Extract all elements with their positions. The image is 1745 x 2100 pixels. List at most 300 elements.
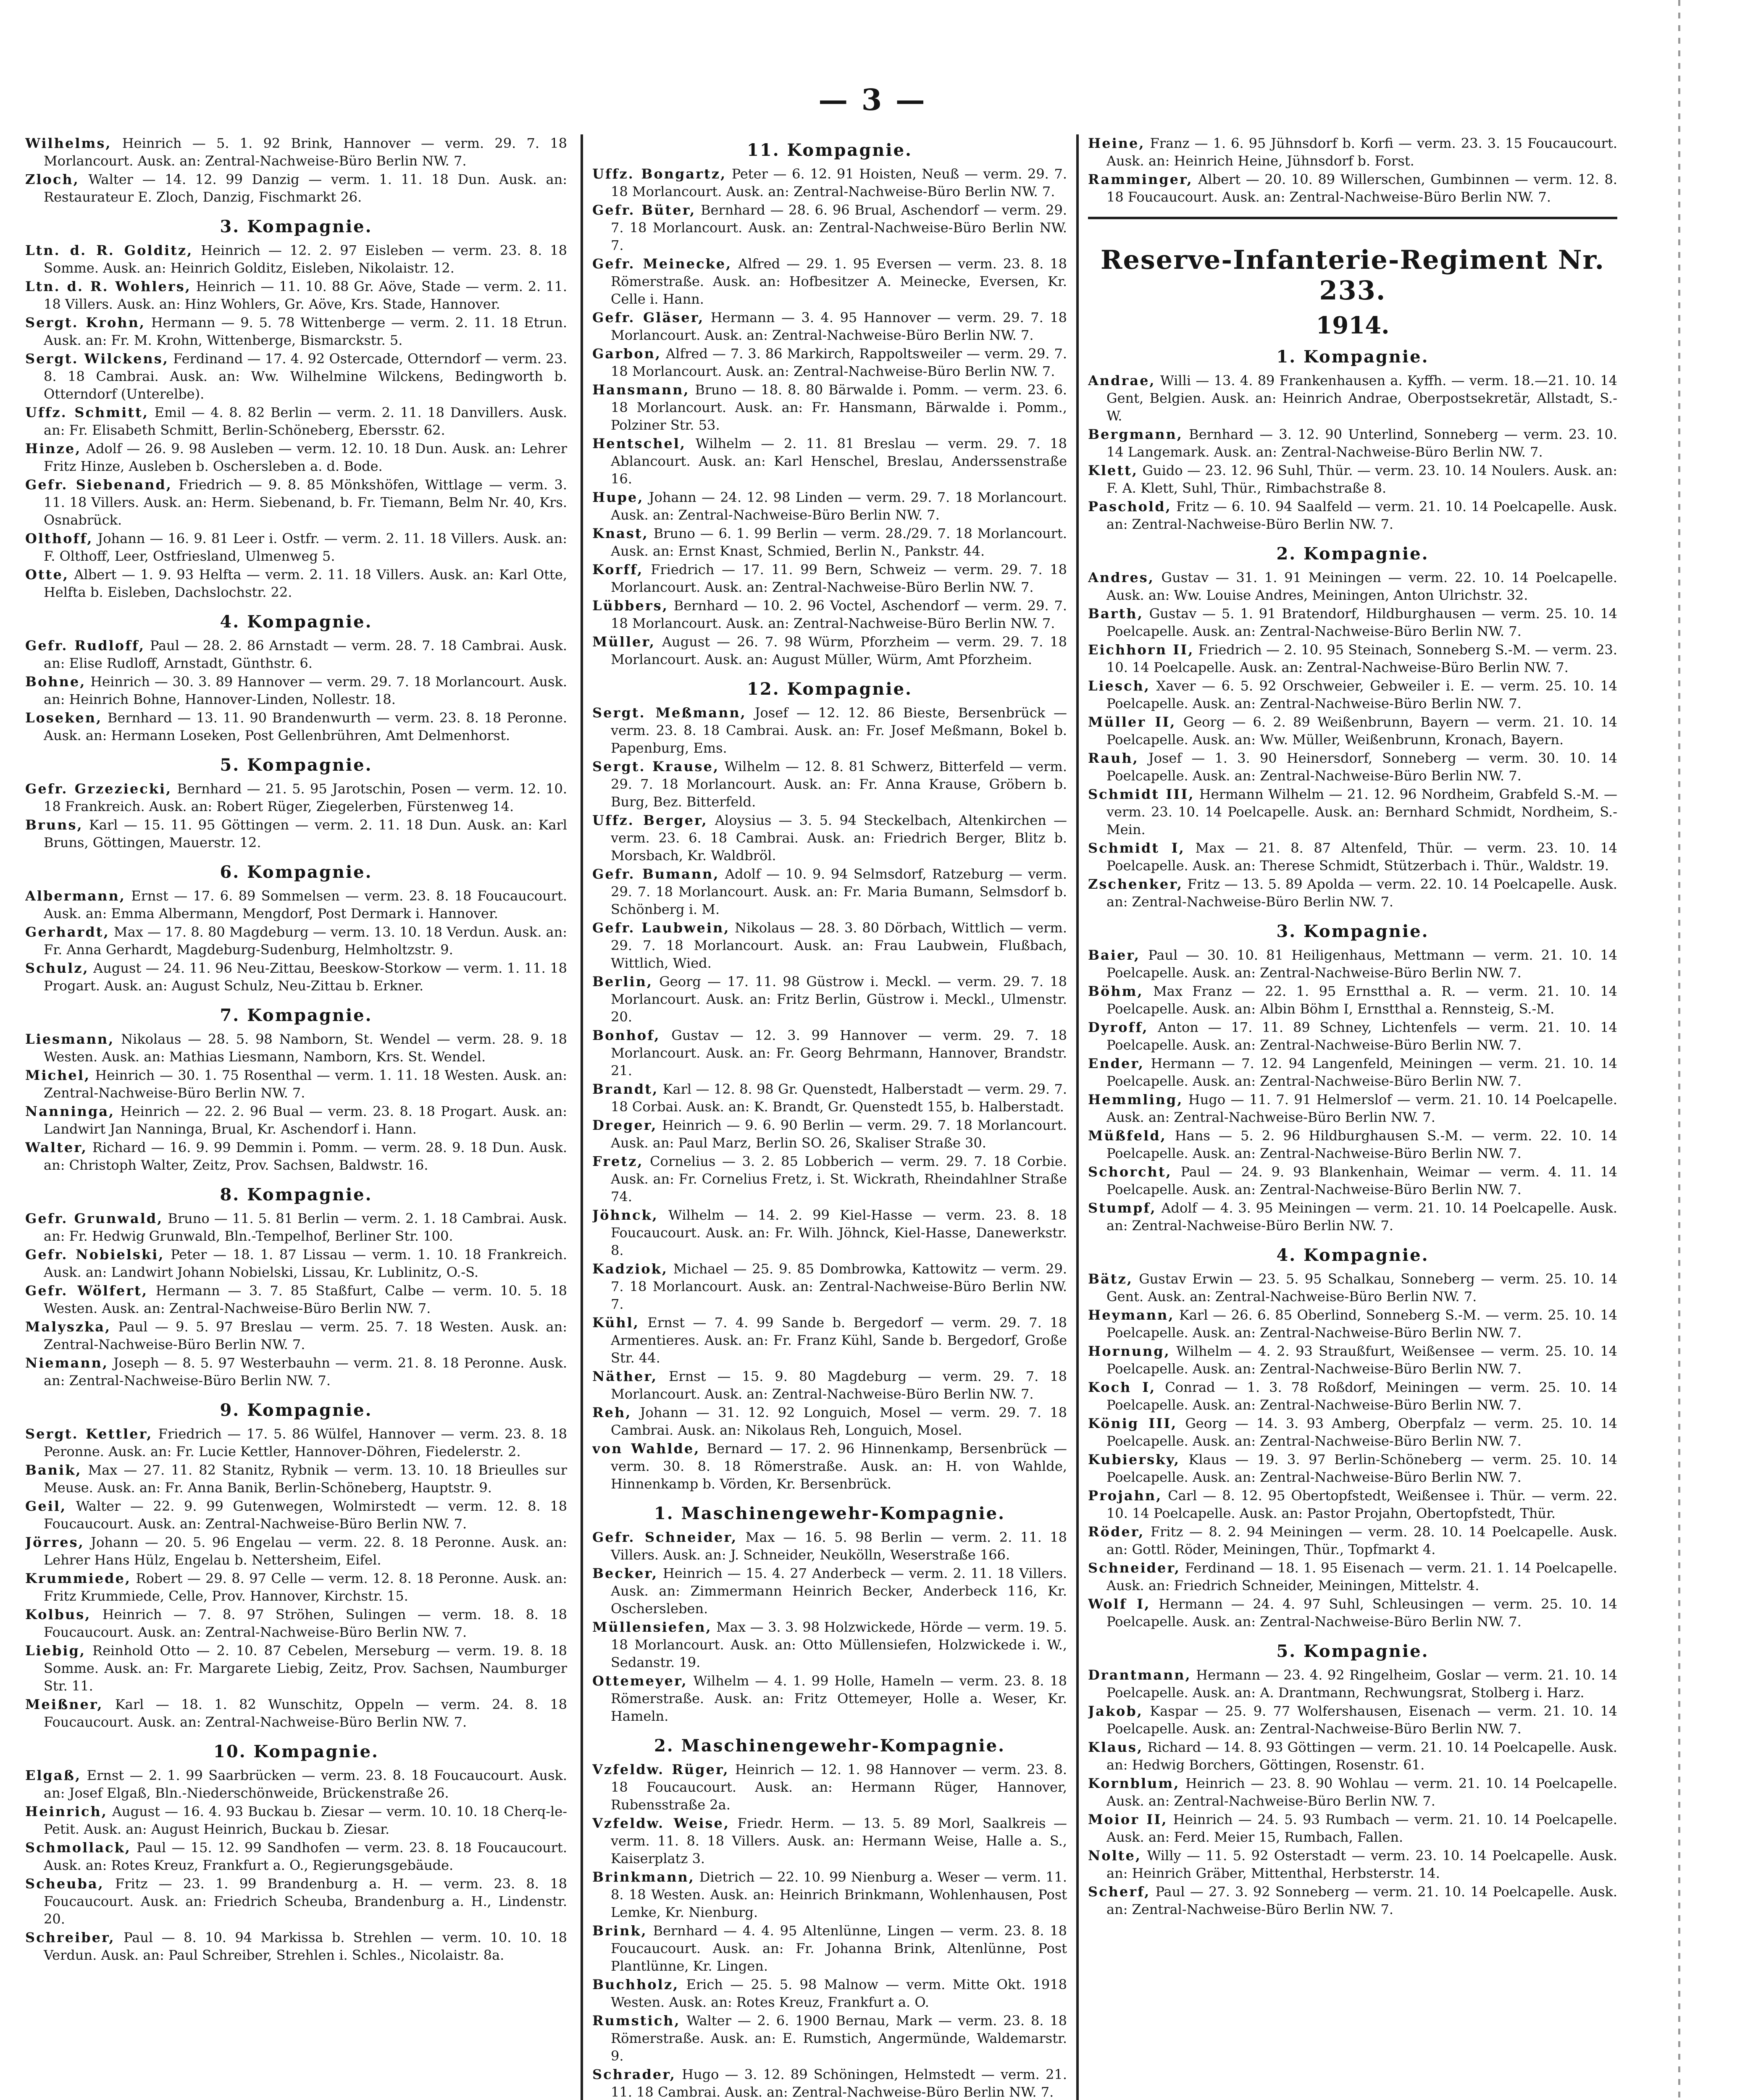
entry-text: Paul — 15. 12. 99 Sandhofen — verm. 23. 8. 18 Foucaucourt. Ausk. an: Rotes Kreuz, Frankfurt a. O., Regierungsgebäude.: [44, 1840, 567, 1873]
entry-text: Reinhold Otto — 2. 10. 87 Cebelen, Merseburg — verm. 19. 8. 18 Somme. Ausk. an: Fr. Margarete Liebig, Zeitz, Prov. Sachsen, Naumburger Str. 11.: [44, 1643, 567, 1694]
list-item: [592, 2012, 1067, 2065]
entry-text: Kaspar — 25. 9. 77 Wolfershausen, Eisenach — verm. 21. 10. 14 Poelcapelle. Ausk. an: Zentral-Nachweise-Büro Berlin NW. 7.: [1106, 1703, 1617, 1737]
entry-name: Eichhorn II,: [1088, 642, 1194, 658]
list-item: [592, 1976, 1067, 2011]
entry-text: Max — 21. 8. 87 Altenfeld, Thür. — verm. 23. 10. 14 Poelcapelle. Ausk. an: Therese Schmidt, Stützerbach i. Thür., Waldstr. 19.: [1106, 840, 1617, 874]
list-item: [25, 1425, 567, 1460]
entry-text: Heinrich — 30. 3. 89 Hannover — verm. 29. 7. 18 Morlancourt. Ausk. an: Heinrich Bohne, Hannover-Linden, Nollestr. 18.: [44, 674, 567, 707]
entry-name: Ottemeyer,: [592, 1673, 688, 1689]
entry-text: Bruno — 18. 8. 80 Bärwalde i. Pomm. — verm. 23. 6. 18 Morlancourt. Ausk. an: Fr. Hansmann, Bärwalde i. Pomm., Polziner Str. 53.: [611, 382, 1067, 433]
list-item: [592, 1314, 1067, 1367]
entry-text: Michael — 25. 9. 85 Dombrowka, Kattowitz — verm. 29. 7. 18 Morlancourt. Ausk. an: Zentral-Nachweise-Büro Berlin NW. 7.: [611, 1261, 1067, 1312]
list-item: [25, 1318, 567, 1353]
entry-name: Vzfeldw. Rüger,: [592, 1761, 729, 1777]
entry-name: Bonhof,: [592, 1027, 660, 1043]
entry-text: Adolf — 4. 3. 95 Meiningen — verm. 21. 10. 14 Poelcapelle. Ausk. an: Zentral-Nachweise-Büro Berlin NW. 7.: [1106, 1200, 1617, 1234]
company-title: 3. Kompagnie.: [1276, 921, 1429, 941]
entry-text: Johann — 20. 5. 96 Engelau — verm. 22. 8. 18 Peronne. Ausk. an: Lehrer Hans Hülz, Engelau b. Nettersheim, Eifel.: [44, 1534, 567, 1568]
list-item: [25, 959, 567, 995]
entry-name: Gefr. Siebenand,: [25, 477, 172, 493]
list-item: [592, 919, 1067, 972]
entry-name: Liesch,: [1088, 678, 1150, 694]
entry-text: Fritz — 6. 10. 94 Saalfeld — verm. 21. 10. 14 Poelcapelle. Ausk. an: Zentral-Nachweise-Büro Berlin NW. 7.: [1106, 499, 1617, 532]
entry-text: Peter — 6. 12. 91 Hoisten, Neuß — verm. 29. 7. 18 Morlancourt. Ausk. an: Zentral-Nachweise-Büro Berlin NW. 7.: [611, 166, 1067, 200]
list-item: [592, 345, 1067, 380]
entry-name: Knast,: [592, 525, 649, 541]
list-item: [592, 1404, 1067, 1439]
list-item: [592, 1116, 1067, 1152]
entry-text: Wilhelm — 14. 2. 99 Kiel-Hasse — verm. 23. 8. 18 Foucaucourt. Ausk. an: Fr. Wilh. Jöhnck, Kiel-Hasse, Danewerkstr. 8.: [611, 1207, 1067, 1258]
company-title: 11. Kompagnie.: [747, 140, 912, 160]
list-item: [1088, 785, 1617, 838]
entry-text: Emil — 4. 8. 82 Berlin — verm. 2. 11. 18 Danvillers. Ausk. an: Fr. Elisabeth Schmitt, Berlin-Schöneberg, Ebersstr. 62.: [44, 404, 567, 438]
company-section: [1088, 1245, 1617, 1630]
entry-name: Loseken,: [25, 710, 102, 726]
list-item: [592, 865, 1067, 918]
entry-list: [1088, 134, 1617, 206]
list-item: [1088, 1487, 1617, 1522]
entry-name: Schrader,: [592, 2066, 676, 2082]
company-title: 5. Kompagnie.: [220, 755, 373, 775]
entry-text: Max Franz — 22. 1. 95 Ernstthal a. R. — verm. 21. 10. 14 Poelcapelle. Ausk. an: Albin Böhm I, Ernstthal a. Rennsteig, S.-M.: [1106, 983, 1617, 1017]
entry-name: Hupe,: [592, 489, 644, 505]
entry-name: Ender,: [1088, 1055, 1145, 1071]
entry-name: Kadziok,: [592, 1261, 668, 1277]
list-item: [1088, 1199, 1617, 1234]
entry-name: Projahn,: [1088, 1488, 1162, 1504]
entry-name: Rauh,: [1088, 750, 1139, 766]
regiment-heading: [1088, 217, 1617, 339]
entry-name: Schmollack,: [25, 1840, 131, 1856]
entry-name: Uffz. Schmitt,: [25, 404, 149, 420]
entry-name: Röder,: [1088, 1524, 1145, 1540]
list-item: [1088, 982, 1617, 1018]
entry-name: Geil,: [25, 1498, 67, 1514]
entry-text: Friedrich — 2. 10. 95 Steinach, Sonneberg S.-M. — verm. 23. 10. 14 Poelcapelle. Ausk. an: Zentral-Nachweise-Büro Berlin NW. 7.: [1106, 642, 1617, 675]
entry-text: Fritz — 23. 1. 99 Brandenburg a. H. — verm. 23. 8. 18 Foucaucourt. Ausk. an: Friedrich Scheuba, Brandenburg a. H., Lindenstr. 20.: [44, 1876, 567, 1927]
entry-text: Albert — 1. 9. 93 Helfta — verm. 2. 11. 18 Villers. Ausk. an: Karl Otte, Helfta b. Eisleben, Dachslochstr. 22.: [44, 567, 567, 600]
list-item: [25, 1875, 567, 1928]
entry-text: Karl — 15. 11. 95 Göttingen — verm. 2. 11. 18 Dun. Ausk. an: Karl Bruns, Göttingen, Mauerstr. 12.: [44, 817, 567, 850]
list-item: [25, 1839, 567, 1874]
entry-name: Reh,: [592, 1404, 632, 1420]
company-section: [1088, 921, 1617, 1234]
entry-name: Heinrich,: [25, 1803, 108, 1819]
entry-text: Aloysius — 3. 5. 94 Steckelbach, Altenkirchen — verm. 23. 6. 18 Cambrai. Ausk. an: Friedrich Berger, Blitz b. Morsbach, Kr. Waldbröl.: [611, 812, 1067, 864]
entry-name: Jakob,: [1088, 1703, 1143, 1719]
entry-name: Michel,: [25, 1067, 90, 1083]
entry-name: Müller II,: [1088, 714, 1176, 730]
entry-text: Bernhard — 4. 4. 95 Altenlünne, Lingen — verm. 23. 8. 18 Foucaucourt. Ausk. an: Fr. Johanna Brink, Altenlünne, Post Plantlünne, Kr. Lingen.: [611, 1923, 1067, 1974]
entry-name: Gefr. Grzeziecki,: [25, 781, 172, 797]
entry-name: Dreger,: [592, 1117, 657, 1133]
entry-name: Sergt. Krohn,: [25, 315, 146, 331]
entry-text: Heinrich — 30. 1. 75 Rosenthal — verm. 1. 11. 18 Westen. Ausk. an: Zentral-Nachweise-Büro Berlin NW. 7.: [44, 1067, 567, 1101]
list-item: [25, 673, 567, 708]
entry-text: Ernst — 7. 4. 99 Sande b. Bergedorf — verm. 29. 7. 18 Armentieres. Ausk. an: Fr. Franz Kühl, Sande b. Bergedorf, Große Str. 44.: [611, 1315, 1067, 1366]
list-item: [1088, 1666, 1617, 1701]
entry-name: Brandt,: [592, 1081, 659, 1097]
entry-text: Hermann — 7. 12. 94 Langenfeld, Meiningen — verm. 21. 10. 14 Poelcapelle. Ausk. an: Zentral-Nachweise-Büro Berlin NW. 7.: [1106, 1055, 1617, 1089]
list-item: [592, 1206, 1067, 1259]
list-item: [25, 887, 567, 922]
entry-name: Wolf I,: [1088, 1596, 1151, 1612]
entry-name: Rumstich,: [592, 2013, 681, 2029]
entry-text: Johann — 16. 9. 81 Leer i. Ostfr. — verm. 2. 11. 18 Villers. Ausk. an: F. Olthoff, Leer, Ostfriesland, Ulmenweg 5.: [44, 530, 567, 564]
list-item: [592, 309, 1067, 344]
entry-name: Moior II,: [1088, 1811, 1168, 1827]
list-item: [25, 278, 567, 313]
list-item: [592, 1152, 1067, 1205]
list-item: [25, 242, 567, 277]
entry-text: Ernst — 17. 6. 89 Sommelsen — verm. 23. 8. 18 Foucaucourt. Ausk. an: Emma Albermann, Mengdorf, Post Dermark i. Hannover.: [44, 888, 567, 921]
list-item: [1088, 134, 1617, 170]
entry-name: Klett,: [1088, 462, 1138, 478]
entry-name: Zschenker,: [1088, 876, 1183, 892]
entry-list: [592, 1528, 1067, 1725]
entry-text: Heinrich — 12. 2. 97 Eisleben — verm. 23. 8. 18 Somme. Ausk. an: Heinrich Golditz, Eisleben, Nikolaistr. 12.: [44, 242, 567, 276]
entry-text: Johann — 24. 12. 98 Linden — verm. 29. 7. 18 Morlancourt. Ausk. an: Zentral-Nachweise-Büro Berlin NW. 7.: [611, 489, 1067, 523]
entry-name: Walter,: [25, 1139, 87, 1155]
entry-text: Ferdinand — 18. 1. 95 Eisenach — verm. 21. 1. 14 Poelcapelle. Ausk. an: Friedrich Schneider, Meiningen, Mittelstr. 4.: [1106, 1560, 1617, 1593]
entry-name: Kolbus,: [25, 1606, 91, 1622]
entry-name: Gefr. Nobielski,: [25, 1247, 165, 1263]
list-item: [25, 1533, 567, 1569]
entry-text: Heinrich — 9. 6. 90 Berlin — verm. 29. 7. 18 Morlancourt. Ausk. an: Paul Marz, Berlin SO. 26, Skaliser Straße 30.: [611, 1117, 1067, 1151]
entry-name: Kornblum,: [1088, 1775, 1180, 1791]
list-item: [1088, 1811, 1617, 1846]
column-divider: [581, 134, 583, 2100]
entry-name: Scherf,: [1088, 1884, 1151, 1900]
entry-text: Dietrich — 22. 10. 99 Nienburg a. Weser — verm. 11. 8. 18 Westen. Ausk. an: Heinrich Brinkmann, Wohlenhausen, Post Lemke, Kr. Nienburg.: [611, 1869, 1067, 1920]
entry-text: Friedr. Herm. — 13. 5. 89 Morl, Saalkreis — verm. 11. 8. 18 Villers. Ausk. an: Hermann Weise, Halle a. S., Kaiserplatz 3.: [611, 1815, 1067, 1866]
list-item: [1088, 1774, 1617, 1810]
entry-text: Max — 17. 8. 80 Magdeburg — verm. 13. 10. 18 Verdun. Ausk. an: Fr. Anna Gerhardt, Magdeburg-Sudenburg, Helmholtzstr. 9.: [44, 924, 567, 958]
entry-text: Anton — 17. 11. 89 Schney, Lichtenfels — verm. 21. 10. 14 Poelcapelle. Ausk. an: Zentral-Nachweise-Büro Berlin NW. 7.: [1106, 1019, 1617, 1053]
entry-text: Nikolaus — 28. 5. 98 Namborn, St. Wendel — verm. 28. 9. 18 Westen. Ausk. an: Mathias Liesmann, Namborn, Krs. St. Wendel.: [44, 1031, 567, 1065]
list-item: [25, 1102, 567, 1138]
list-item: [25, 637, 567, 672]
list-item: [592, 201, 1067, 254]
entry-text: Heinrich — 22. 2. 96 Bual — verm. 23. 8. 18 Progart. Ausk. an: Landwirt Jan Nanninga, Brual, Kr. Aschendorf i. Hann.: [44, 1103, 567, 1137]
entry-name: Schulz,: [25, 960, 89, 976]
entry-name: Becker,: [592, 1565, 658, 1581]
list-item: [25, 1461, 567, 1496]
entry-name: Sergt. Wilckens,: [25, 351, 169, 367]
entry-text: Klaus — 19. 3. 97 Berlin-Schöneberg — verm. 25. 10. 14 Poelcapelle. Ausk. an: Zentral-Nachweise-Büro Berlin NW. 7.: [1106, 1452, 1617, 1485]
list-item: [25, 1139, 567, 1174]
entry-name: Schmidt I,: [1088, 840, 1185, 856]
list-item: [592, 973, 1067, 1026]
company-section: [25, 1400, 567, 1731]
entry-list: [25, 134, 567, 206]
list-item: [25, 1642, 567, 1695]
list-item: [1088, 1559, 1617, 1594]
entry-text: Albert — 20. 10. 89 Willerschen, Gumbinnen — verm. 12. 8. 18 Foucaucourt. Ausk. an: Zentral-Nachweise-Büro Berlin NW. 7.: [1106, 171, 1617, 205]
entry-text: Hugo — 11. 7. 91 Helmerslof — verm. 21. 10. 14 Poelcapelle. Ausk. an: Zentral-Nachweise-Büro Berlin NW. 7.: [1106, 1092, 1617, 1125]
entry-name: Klaus,: [1088, 1739, 1143, 1755]
entry-text: Heinrich — 11. 10. 88 Gr. Aöve, Stade — verm. 2. 11. 18 Villers. Ausk. an: Hinz Wohlers, Gr. Aöve, Krs. Stade, Hannover.: [44, 278, 567, 312]
entry-name: Hinze,: [25, 441, 81, 457]
entry-list: [1088, 372, 1617, 533]
entry-text: Bruno — 11. 5. 81 Berlin — verm. 2. 1. 18 Cambrai. Ausk. an: Fr. Hedwig Grunwald, Bln.-Tempelhof, Berliner Str. 100.: [44, 1210, 567, 1244]
entry-text: Nikolaus — 28. 3. 80 Dörbach, Wittlich — verm. 29. 7. 18 Morlancourt. Ausk. an: Frau Laubwein, Flußbach, Wittlich, Wied.: [611, 920, 1067, 971]
list-item: [592, 165, 1067, 200]
entry-name: Ramminger,: [1088, 171, 1193, 187]
entry-name: Niemann,: [25, 1355, 109, 1371]
entry-name: Banik,: [25, 1462, 82, 1478]
entry-text: Gustav — 31. 1. 91 Meiningen — verm. 22. 10. 14 Poelcapelle. Ausk. an: Ww. Louise Andres, Meiningen, Anton Ulrichstr. 32.: [1106, 570, 1617, 603]
list-item: [1088, 569, 1617, 604]
list-item: [25, 530, 567, 565]
entry-text: Hugo — 3. 12. 89 Schöningen, Helmstedt — verm. 21. 11. 18 Cambrai. Ausk. an: Zentral-Nachweise-Büro Berlin NW. 7.: [611, 2066, 1067, 2100]
entry-text: Alfred — 29. 1. 95 Eversen — verm. 23. 8. 18 Römerstraße. Ausk. an: Hofbesitzer A. Meinecke, Eversen, Kr. Celle i. Hann.: [611, 256, 1067, 307]
company-title: 1. Kompagnie.: [1276, 347, 1429, 367]
entry-text: Josef — 12. 12. 86 Bieste, Bersenbrück — verm. 23. 8. 18 Cambrai. Ausk. an: Fr. Josef Meßmann, Bokel b. Papenburg, Ems.: [611, 705, 1067, 756]
entry-list: [1088, 1270, 1617, 1630]
list-item: [592, 1868, 1067, 1921]
entry-list: [25, 637, 567, 744]
entry-name: Stumpf,: [1088, 1200, 1156, 1216]
entry-text: Gustav Erwin — 23. 5. 95 Schalkau, Sonneberg — verm. 25. 10. 14 Gent. Ausk. an: Zentral-Nachweise-Büro Berlin NW. 7.: [1106, 1271, 1617, 1305]
entry-name: Gefr. Gläser,: [592, 310, 704, 326]
entry-list: [25, 1425, 567, 1731]
list-item: [25, 1282, 567, 1317]
entry-text: Richard — 16. 9. 99 Demmin i. Pomm. — verm. 28. 9. 18 Dun. Ausk. an: Christoph Walter, Zeitz, Prov. Sachsen, Baldwstr. 16.: [44, 1139, 567, 1173]
list-item: [592, 1368, 1067, 1403]
list-item: [25, 1210, 567, 1245]
entry-text: Paul — 9. 5. 97 Breslau — verm. 25. 7. 18 Westen. Ausk. an: Zentral-Nachweise-Büro Berlin NW. 7.: [44, 1319, 567, 1352]
company-section: [592, 140, 1067, 668]
entry-text: Heinrich — 15. 4. 27 Anderbeck — verm. 2. 11. 18 Villers. Ausk. an: Zimmermann Heinrich Becker, Anderbeck 116, Kr. Oschersleben.: [611, 1565, 1067, 1617]
entry-name: Näther,: [592, 1368, 658, 1384]
entry-text: Bernhard — 21. 5. 95 Jarotschin, Posen — verm. 12. 10. 18 Frankreich. Ausk. an: Robert Rüger, Ziegelerben, Fürstenweg 14.: [44, 781, 567, 814]
entry-text: Bruno — 6. 1. 99 Berlin — verm. 28./29. 7. 18 Morlancourt. Ausk. an: Ernst Knast, Schmied, Berlin N., Pankstr. 44.: [611, 525, 1067, 559]
entry-text: Ferdinand — 17. 4. 92 Ostercade, Otterndorf — verm. 23. 8. 18 Cambrai. Ausk. an: Ww. Wilhelmine Wilckens, Bedingworth b. Otterndorf (Unterelbe).: [44, 351, 567, 402]
entry-text: Walter — 22. 9. 99 Gutenwegen, Wolmirstedt — verm. 12. 8. 18 Foucaucourt. Ausk. an: Zentral-Nachweise-Büro Berlin NW. 7.: [44, 1498, 567, 1532]
entry-list: [25, 780, 567, 851]
entry-text: Georg — 6. 2. 89 Weißenbrunn, Bayern — verm. 21. 10. 14 Poelcapelle. Ausk. an: Ww. Müller, Weißenbrunn, Kronach, Bayern.: [1106, 714, 1617, 748]
list-item: [1088, 1342, 1617, 1378]
column-1: [25, 134, 567, 2100]
entry-text: Hermann — 23. 4. 92 Ringelheim, Goslar — verm. 21. 10. 14 Poelcapelle. Ausk. an: A. Drantmann, Rechwungsrat, Stolberg i. Harz.: [1106, 1667, 1617, 1701]
entry-name: Gefr. Büter,: [592, 202, 696, 218]
entry-name: Hemmling,: [1088, 1092, 1183, 1108]
entry-text: Wilhelm — 12. 8. 81 Schwerz, Bitterfeld — verm. 29. 7. 18 Morlancourt. Ausk. an: Fr. Anna Krause, Gröbern b. Burg, Bez. Bitterfeld.: [611, 759, 1067, 810]
list-item: [1088, 1738, 1617, 1774]
entry-name: Barth,: [1088, 606, 1143, 622]
company-title: 10. Kompagnie.: [213, 1742, 379, 1761]
entry-text: Fritz — 8. 2. 94 Meiningen — verm. 28. 10. 14 Poelcapelle. Ausk. an: Gottl. Röder, Meiningen, Thür., Topfmarkt 4.: [1106, 1524, 1617, 1557]
list-item: [25, 1570, 567, 1605]
list-item: [25, 404, 567, 439]
list-item: [1088, 1306, 1617, 1341]
company-section: [592, 679, 1067, 1493]
list-item: [25, 134, 567, 170]
list-item: [592, 1260, 1067, 1313]
entry-text: August — 16. 4. 93 Buckau b. Ziesar — verm. 10. 10. 18 Cherq-le-Petit. Ausk. an: August Heinrich, Buckau b. Ziesar.: [44, 1803, 567, 1837]
entry-name: Kühl,: [592, 1315, 639, 1331]
entry-text: Walter — 2. 6. 1900 Bernau, Mark — verm. 23. 8. 18 Römerstraße. Ausk. an: E. Rumstich, Angermünde, Waldemarstr. 9.: [611, 2013, 1067, 2064]
entry-name: Elgaß,: [25, 1767, 81, 1783]
entry-name: Gefr. Wölfert,: [25, 1283, 148, 1299]
list-item: [592, 811, 1067, 864]
list-item: [1088, 1127, 1617, 1162]
entry-name: Paschold,: [1088, 499, 1172, 514]
entry-text: Max — 3. 3. 98 Holzwickede, Hörde — verm. 19. 5. 18 Morlancourt. Ausk. an: Otto Müllensiefen, Holzwickede i. W., Sedanstr. 19.: [611, 1619, 1067, 1670]
company-section: [25, 755, 567, 851]
column-3: [1088, 134, 1617, 2100]
list-item: [25, 1803, 567, 1838]
list-item: [1088, 462, 1617, 497]
entry-name: Meißner,: [25, 1696, 103, 1712]
company-title: 7. Kompagnie.: [220, 1005, 373, 1025]
company-section: [592, 1736, 1067, 2100]
entry-text: Karl — 12. 8. 98 Gr. Quenstedt, Halberstadt — verm. 29. 7. 18 Corbai. Ausk. an: K. Brandt, Gr. Quenstedt 155, b. Halberstadt.: [611, 1081, 1067, 1115]
entry-name: Olthoff,: [25, 530, 93, 546]
entry-name: Müller,: [592, 634, 656, 650]
list-item: [1088, 1270, 1617, 1305]
list-item: [592, 1672, 1067, 1725]
list-item: [592, 1814, 1067, 1867]
entry-name: Heymann,: [1088, 1307, 1175, 1323]
entry-text: Friedrich — 17. 5. 86 Wülfel, Hannover — verm. 23. 8. 18 Peronne. Ausk. an: Fr. Lucie Kettler, Hannover-Döhren, Fiedelerstr. 2.: [44, 1426, 567, 1460]
entry-text: Joseph — 8. 5. 97 Westerbauhn — verm. 21. 8. 18 Peronne. Ausk. an: Zentral-Nachweise-Büro Berlin NW. 7.: [44, 1355, 567, 1389]
company-section: [25, 1185, 567, 1389]
entry-name: Bruns,: [25, 817, 83, 833]
entry-name: Andres,: [1088, 570, 1154, 585]
list-item: [592, 255, 1067, 308]
entry-list: [25, 1767, 567, 1964]
list-item: [1088, 1523, 1617, 1558]
company-title: 9. Kompagnie.: [220, 1400, 373, 1420]
entry-text: Karl — 18. 1. 82 Wunschitz, Oppeln — verm. 24. 8. 18 Foucaucourt. Ausk. an: Zentral-Nachweise-Büro Berlin NW. 7.: [44, 1696, 567, 1730]
entry-text: Hermann — 9. 5. 78 Wittenberge — verm. 2. 11. 18 Etrun. Ausk. an: Fr. M. Krohn, Wittenberge, Bismarckstr. 5.: [44, 315, 567, 348]
entry-name: Liesmann,: [25, 1031, 115, 1047]
entry-text: Erich — 25. 5. 98 Malnow — verm. Mitte Okt. 1918 Westen. Ausk. an: Rotes Kreuz, Frankfurt a. O.: [611, 1977, 1067, 2010]
entry-text: Karl — 26. 6. 85 Oberlind, Sonneberg S.-M. — verm. 25. 10. 14 Poelcapelle. Ausk. an: Zentral-Nachweise-Büro Berlin NW. 7.: [1106, 1307, 1617, 1341]
entry-name: Heine,: [1088, 135, 1145, 151]
list-item: [592, 488, 1067, 524]
entry-name: Gerhardt,: [25, 924, 110, 940]
entry-text: Paul — 24. 9. 93 Blankenhain, Weimar — verm. 4. 11. 14 Poelcapelle. Ausk. an: Zentral-Nachweise-Büro Berlin NW. 7.: [1106, 1164, 1617, 1197]
list-item: [592, 525, 1067, 560]
list-item: [592, 561, 1067, 596]
entry-name: Gefr. Grunwald,: [25, 1210, 163, 1226]
list-item: [1088, 1702, 1617, 1738]
entry-name: Gefr. Laubwein,: [592, 920, 730, 936]
entry-name: Schorcht,: [1088, 1164, 1172, 1180]
company-title: 8. Kompagnie.: [220, 1185, 373, 1205]
list-item: [25, 1246, 567, 1281]
entry-name: Schmidt III,: [1088, 786, 1195, 802]
entry-name: Uffz. Berger,: [592, 812, 708, 828]
entry-name: Jörres,: [25, 1534, 84, 1550]
list-item: [25, 314, 567, 349]
company-title: 6. Kompagnie.: [220, 862, 373, 882]
entry-list: [592, 1761, 1067, 2100]
entry-name: Scheuba,: [25, 1876, 104, 1892]
entry-name: Koch I,: [1088, 1379, 1156, 1395]
list-item: [25, 566, 567, 601]
company-title: 2. Maschinengewehr-Kompagnie.: [654, 1736, 1006, 1756]
column-2: [592, 134, 1067, 2100]
entry-list: [25, 887, 567, 995]
entry-name: Brink,: [592, 1923, 647, 1939]
entry-list: [25, 242, 567, 601]
entry-name: Buchholz,: [592, 1977, 679, 1992]
entry-list: [25, 1210, 567, 1389]
entry-name: Krummiede,: [25, 1570, 131, 1586]
scan-edge-mark: [1678, 0, 1680, 2100]
list-item: [1088, 713, 1617, 748]
list-item: [592, 1026, 1067, 1079]
list-item: [1088, 641, 1617, 676]
entry-text: Josef — 1. 3. 90 Heinersdorf, Sonneberg — verm. 30. 10. 14 Poelcapelle. Ausk. an: Zentral-Nachweise-Büro Berlin NW. 7.: [1106, 750, 1617, 784]
entry-text: Paul — 30. 10. 81 Heiligenhaus, Mettmann — verm. 21. 10. 14 Poelcapelle. Ausk. an: Zentral-Nachweise-Büro Berlin NW. 7.: [1106, 947, 1617, 981]
entry-text: Bernhard — 13. 11. 90 Brandenwurth — verm. 23. 8. 18 Peronne. Ausk. an: Hermann Loseken, Post Gellenbrühren, Amt Delmenhorst.: [44, 710, 567, 743]
entry-name: Böhm,: [1088, 983, 1143, 999]
list-item: [1088, 1378, 1617, 1414]
regiment-year: 1914.: [1316, 312, 1390, 339]
entry-name: Garbon,: [592, 346, 662, 362]
entry-name: Drantmann,: [1088, 1667, 1191, 1683]
entry-name: Müllensiefen,: [592, 1619, 712, 1635]
entry-name: Albermann,: [25, 888, 126, 904]
entry-name: Kubiersky,: [1088, 1452, 1180, 1467]
list-item: [1088, 605, 1617, 640]
list-item: [25, 171, 567, 206]
entry-text: Georg — 14. 3. 93 Amberg, Oberpfalz — verm. 25. 10. 14 Poelcapelle. Ausk. an: Zentral-Nachweise-Büro Berlin NW. 7.: [1106, 1415, 1617, 1449]
entry-name: Sergt. Krause,: [592, 759, 720, 774]
list-item: [25, 440, 567, 475]
entry-name: Ltn. d. R. Golditz,: [25, 242, 193, 258]
company-title: 3. Kompagnie.: [220, 217, 373, 236]
list-item: [25, 780, 567, 815]
entry-name: Dyroff,: [1088, 1019, 1148, 1035]
entry-name: Jöhnck,: [592, 1207, 658, 1223]
company-section: [592, 1504, 1067, 1725]
entry-name: Malyszka,: [25, 1319, 111, 1335]
entry-name: Vzfeldw. Weise,: [592, 1815, 730, 1831]
list-item: [1088, 171, 1617, 206]
entry-name: Fretz,: [592, 1153, 644, 1169]
company-section: [25, 612, 567, 744]
entry-name: Korff,: [592, 562, 644, 578]
list-item: [25, 1929, 567, 1964]
list-item: [25, 1066, 567, 1102]
column-divider: [1076, 134, 1079, 2100]
entry-name: von Wahlde,: [592, 1441, 700, 1457]
entry-text: Paul — 28. 2. 86 Arnstadt — verm. 28. 7. 18 Cambrai. Ausk. an: Elise Rudloff, Arnstadt, Günthstr. 6.: [44, 638, 567, 671]
entry-text: Hermann Wilhelm — 21. 12. 96 Nordheim, Grabfeld S.-M. — verm. 23. 10. 14 Poelcapelle. Ausk. an: Bernhard Schmidt, Nordheim, S.-Mein.: [1106, 786, 1617, 837]
list-item: [1088, 1415, 1617, 1450]
entry-name: Bohne,: [25, 674, 86, 690]
entry-text: Heinrich — 5. 1. 92 Brink, Hannover — verm. 29. 7. 18 Morlancourt. Ausk. an: Zentral-Nachweise-Büro Berlin NW. 7.: [44, 135, 567, 169]
list-item: [592, 633, 1067, 668]
list-item: [592, 1080, 1067, 1116]
entry-text: August — 26. 7. 98 Würm, Pforzheim — verm. 29. 7. 18 Morlancourt. Ausk. an: August Müller, Würm, Amt Pforzheim.: [611, 634, 1067, 667]
entry-name: Gefr. Bumann,: [592, 866, 720, 882]
entry-list: [592, 165, 1067, 668]
company-section: [25, 862, 567, 995]
company-title: 4. Kompagnie.: [220, 612, 373, 632]
entry-name: Uffz. Bongartz,: [592, 166, 727, 182]
list-item: [25, 1606, 567, 1641]
list-item: [592, 1528, 1067, 1564]
company-section: [1088, 347, 1617, 533]
list-item: [1088, 839, 1617, 874]
